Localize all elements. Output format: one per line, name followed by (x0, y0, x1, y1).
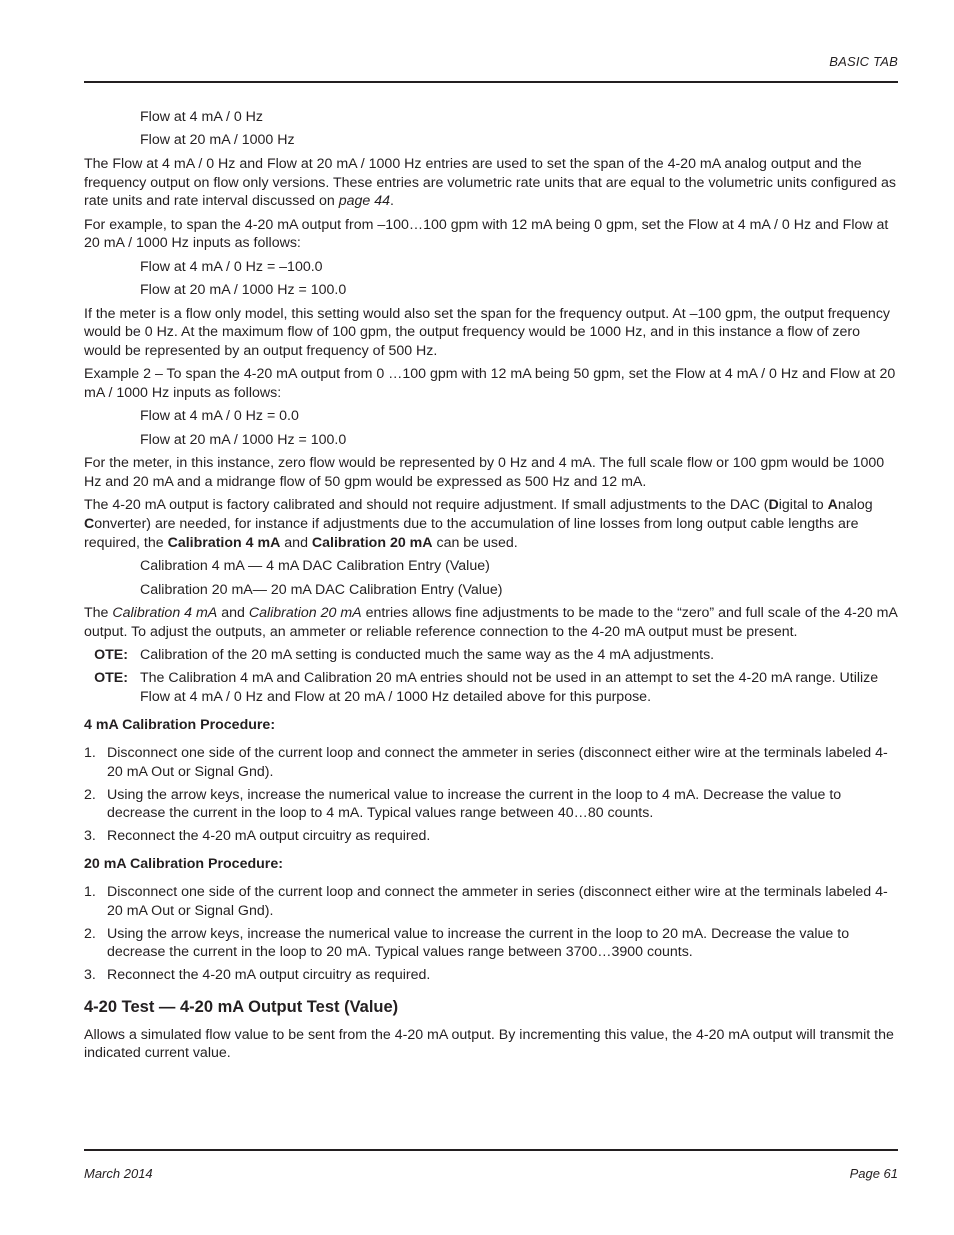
footer-date: March 2014 (84, 1166, 153, 1181)
list-item: 1. Disconnect one side of the current loop and connect the ammeter in series (disconnect either wire at the terminals labeled 4-20 mA Out or Signal Gnd). (84, 884, 888, 919)
footer-rule (84, 1149, 898, 1151)
page-44-link[interactable]: page 44 (338, 193, 391, 210)
list-item: 2. Using the arrow keys, increase the numerical value to increase the current in the loop to 4 mA. Decrease the value to decrease the current in the loop to 4 mA. Typical values range between 40…80 counts. (84, 786, 842, 822)
frequency-span-paragraph: If the meter is a flow only model, this setting would also set the span for the frequency output. At –100 gpm, the output frequency would be 0 Hz. At the maximum flow of 100 gpm, the output frequency would be 1000 Hz, and in this instance a flow of zero would be represented by an output frequency of 500 Hz. (84, 305, 891, 359)
example-2-intro: Example 2 – To span the 4-20 mA output from 0 …100 gpm with 12 mA being 50 gpm, set the Flow at 4 mA / 0 Hz and Flow at 20 mA / 1000 Hz inputs as follows: (84, 366, 896, 401)
page-body (84, 108, 898, 1068)
flow-20ma-label: Flow at 20 mA / 1000 Hz (140, 132, 295, 149)
list-item: 2. Using the arrow keys, increase the numerical value to increase the current in the loop to 20 mA. Decrease the value to decrease the current in the loop to 20 mA. Typical values range between 3700…3900 counts. (84, 925, 850, 961)
page-number: Page 61 (849, 1166, 898, 1181)
note (84, 669, 898, 706)
example-1-intro: For example, to span the 4-20 mA output from –100…100 gpm with 12 mA being 0 gpm, set the Flow at 4 mA / 0 Hz and Flow at 20 mA / 1000 Hz inputs as follows: (84, 216, 889, 252)
example-1-flow-4ma: Flow at 4 mA / 0 Hz = –100.0 (140, 258, 323, 275)
section-heading: 4-20 Test — 4-20 mA Output Test (Value) (84, 997, 399, 1016)
note (84, 646, 898, 665)
section-body: Allows a simulated flow value to be sent from the 4-20 mA output. By incrementing this value, the 4-20 mA output will transmit the indicated current value. (84, 1026, 894, 1062)
running-header: BASIC TAB (829, 54, 898, 69)
note-label: OTE: (94, 670, 128, 687)
list-item: 1. Disconnect one side of the current loop and connect the ammeter in series (disconnect either wire at the terminals labeled 4-20 mA Out or Signal Gnd). (84, 745, 888, 780)
20ma-procedure-heading: 20 mA Calibration Procedure: (84, 855, 283, 872)
example-1-flow-20ma: Flow at 20 mA / 1000 Hz = 100.0 (140, 282, 347, 299)
list-item: 3. Reconnect the 4-20 mA output circuitry as required. (84, 966, 431, 983)
4ma-procedure-heading: 4 mA Calibration Procedure: (84, 716, 276, 733)
calibration-4ma-entry: Calibration 4 mA — 4 mA DAC Calibration Entry (Value) (140, 558, 490, 575)
note-label: OTE: (94, 647, 128, 664)
list-item: 3. Reconnect the 4-20 mA output circuitry as required. (84, 828, 431, 845)
calibration-adjust-paragraph: The Calibration 4 mA and Calibration 20 mA entries allows fine adjustments to be made to the “zero” and full scale of the 4-20 mA output. To adjust the outputs, an ammeter or reliable reference connection to the 4-20 mA output must be present. (84, 605, 898, 640)
example-2-flow-20ma: Flow at 20 mA / 1000 Hz = 100.0 (140, 431, 347, 448)
flow-4ma-label: Flow at 4 mA / 0 Hz (140, 109, 263, 125)
calibration-intro-paragraph: The 4-20 mA output is factory calibrated and should not require adjustment. If small adjustments to the DAC (Digital to Analog Converter) are needed, for instance if adjustments due to the accumulation of line losses from long output cable lengths are required, the Calibration 4 mA and Calibration 20 mA can be used. (84, 497, 873, 551)
note-text: The Calibration 4 mA and Calibration 20 mA entries should not be used in an attempt to set the 4-20 mA range. Utilize Flow at 4 mA / 0 Hz and Flow at 20 mA / 1000 Hz detailed above for this purpose. (140, 670, 879, 706)
header-rule (84, 81, 898, 83)
example-2-explanation: For the meter, in this instance, zero flow would be represented by 0 Hz and 4 mA. The full scale flow or 100 gpm would be 1000 Hz and 20 mA and a midrange flow of 50 gpm would be expressed as 500 Hz and 12 mA. (84, 455, 885, 490)
span-description-paragraph: The Flow at 4 mA / 0 Hz and Flow at 20 mA / 1000 Hz entries are used to set the span of the 4-20 mA analog output and the frequency output on flow only versions. These entries are volumetric rate units that are equal to the volumetric units configured as rate units and rate interval discussed on page 44. (84, 155, 897, 210)
example-2-flow-4ma: Flow at 4 mA / 0 Hz = 0.0 (140, 408, 299, 425)
calibration-20ma-entry: Calibration 20 mA— 20 mA DAC Calibration Entry (Value) (140, 581, 503, 598)
note-text: Calibration of the 20 mA setting is conducted much the same way as the 4 mA adjustments. (140, 647, 715, 664)
